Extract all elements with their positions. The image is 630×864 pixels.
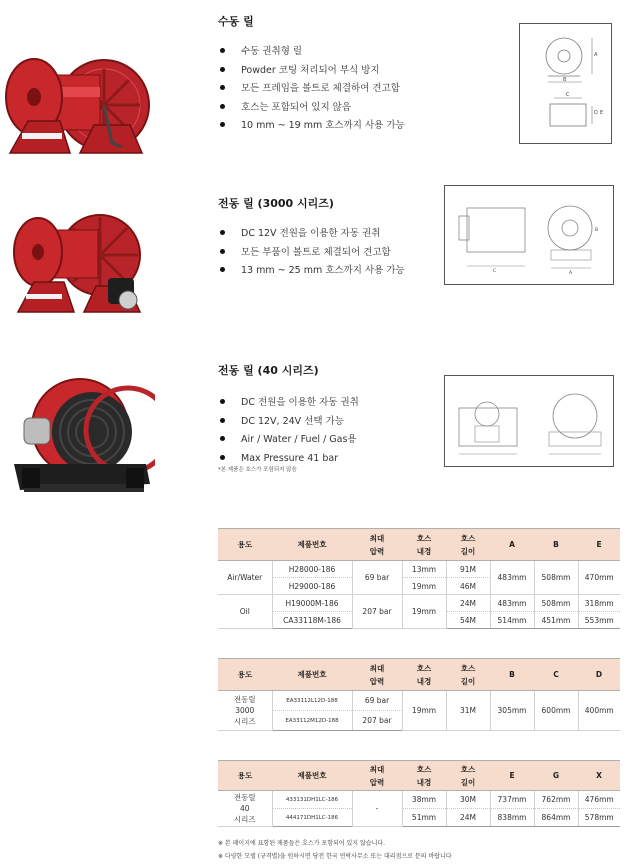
bullet-item: DC 12V 전원을 이용한 자동 권취 [220,225,405,244]
hose-id-cell: 13mm [402,561,446,578]
part-number-cell: EA33112L12D-188 [272,691,352,711]
hose-length-cell: 46M [446,578,490,595]
bullet-list-manual-reel [220,43,405,136]
dim-cell: 838mm [490,809,534,827]
part-number-cell: CA33118M-186 [272,612,352,629]
bullet-item: Powder 코팅 처리되어 부식 방지 [220,62,405,81]
part-number-cell: 433131DH1LC-186 [272,791,352,809]
dim-cell: 483mm [490,561,534,595]
svg-text:C: C [493,269,497,274]
use-cell: 전동릴 3000 시리즈 [218,691,272,731]
hose-length-cell: 91M [446,561,490,578]
header-cell: B [534,529,578,561]
footnote: ※ 본 페이지에 표함된 제품들은 호스가 포함되어 있지 않습니다. [218,840,386,847]
motor-reel-40-dimension-diagram [444,375,614,467]
part-number-cell: 444171DH1LC-186 [272,809,352,827]
header-cell: 호스 내경 [402,761,446,791]
bullet-item: 10 mm ~ 19 mm 호스까지 사용 가능 [220,117,405,136]
table-header-row [218,529,620,561]
table-row [218,791,620,809]
dim-cell: 553mm [578,612,620,629]
header-cell: 호스 내경 [402,659,446,691]
header-cell: X [578,761,620,791]
dim-cell: 600mm [534,691,578,731]
header-cell: C [534,659,578,691]
hose-length-cell: 54M [446,612,490,629]
header-cell: 호스 길이 [446,529,490,561]
dim-cell: 483mm [490,595,534,612]
table-row [218,809,620,827]
dim-cell: 514mm [490,612,534,629]
pressure-cell: 207 bar [352,595,402,629]
table-header-row [218,659,620,691]
hose-length-cell: 24M [446,809,490,827]
hose-id-cell: 19mm [402,578,446,595]
svg-text:A: A [594,52,598,58]
spec-table-motor-reel-3000 [218,658,620,731]
hose-id-cell: 19mm [402,691,446,731]
bullet-item: Max Pressure 41 bar [220,450,359,469]
motorized-reel-40-image [10,372,155,507]
svg-text:B: B [595,228,599,233]
hose-length-cell: 24M [446,595,490,612]
dim-cell: 578mm [578,809,620,827]
table-row [218,595,620,612]
bullet-item: DC 전원을 이용한 자동 권취 [220,394,359,413]
manual-reel-dimension-diagram [519,23,612,144]
dim-cell: 470mm [578,561,620,595]
footnote: ※ 다양한 모델 (규격별)을 원하시면 당전 한국 연락사무소 또는 대리점으로 문의 바랍니다 [218,853,452,860]
motorized-reel-3000-image [0,200,150,320]
svg-text:E: E [600,110,604,116]
table-row [218,561,620,578]
header-cell: 제품번호 [272,761,352,791]
hose-id-cell: 38mm [402,791,446,809]
header-cell: E [490,761,534,791]
header-cell: E [578,529,620,561]
part-number-cell: H28000-186 [272,561,352,578]
bullet-item: 모든 프레임을 볼트로 체결하여 견고함 [220,80,405,99]
header-cell: 최대 압력 [352,529,402,561]
svg-text:B: B [563,77,567,83]
bullet-item: DC 12V, 24V 선택 가능 [220,413,359,432]
bullet-list-motor-reel-3000 [220,225,405,281]
header-cell: B [490,659,534,691]
header-cell: 최대 압력 [352,761,402,791]
dim-cell: 476mm [578,791,620,809]
part-number-cell: EA33112M12D-188 [272,711,352,731]
header-cell: 최대 압력 [352,659,402,691]
svg-text:C: C [566,92,570,98]
header-cell: 제품번호 [272,529,352,561]
hose-not-included-note: *본 제품은 호스가 포함되지 않음 [218,467,297,473]
dim-cell: 737mm [490,791,534,809]
header-cell: G [534,761,578,791]
bullet-item: 13 mm ~ 25 mm 호스까지 사용 가능 [220,262,405,281]
part-number-cell: H19000M-186 [272,595,352,612]
hose-id-cell: 19mm [402,595,446,629]
bullet-item: Air / Water / Fuel / Gas용 [220,431,359,450]
bullet-item: 모든 부품이 볼트로 체결되어 견고함 [220,244,405,263]
section-title-motor-reel-40: 전동 릴 (40 시리즈) [218,364,319,377]
manual-reel-image [0,25,150,160]
part-number-cell: H29000-186 [272,578,352,595]
pressure-cell: - [352,791,402,827]
header-cell: D [578,659,620,691]
dim-cell: 305mm [490,691,534,731]
dim-cell: 400mm [578,691,620,731]
table-row [218,691,620,711]
pressure-cell: 69 bar [352,561,402,595]
motor-reel-3000-dimension-diagram [444,185,614,285]
dim-cell: 762mm [534,791,578,809]
dim-cell: 318mm [578,595,620,612]
hose-length-cell: 30M [446,791,490,809]
table-header-row [218,761,620,791]
header-cell: 호스 길이 [446,761,490,791]
header-cell: 용도 [218,529,272,561]
spec-table-manual-reel [218,528,620,629]
header-cell: 용도 [218,761,272,791]
use-cell: Oil [218,595,272,629]
hose-length-cell: 31M [446,691,490,731]
bullet-item: 호스는 포함되어 있지 않음 [220,99,405,118]
dim-cell: 864mm [534,809,578,827]
pressure-cell: 69 bar [352,691,402,711]
use-cell: Air/Water [218,561,272,595]
spec-table-motor-reel-40 [218,760,620,827]
header-cell: 호스 길이 [446,659,490,691]
svg-text:A: A [569,271,573,276]
hose-id-cell: 51mm [402,809,446,827]
dim-cell: 508mm [534,595,578,612]
header-cell: A [490,529,534,561]
section-title-manual-reel: 수동 릴 [218,15,254,28]
svg-text:D: D [594,110,598,116]
header-cell: 호스 내경 [402,529,446,561]
use-cell: 전동릴 40 시리즈 [218,791,272,827]
header-cell: 용도 [218,659,272,691]
dim-cell: 451mm [534,612,578,629]
bullet-item: 수동 권취형 릴 [220,43,405,62]
dim-cell: 508mm [534,561,578,595]
header-cell: 제품번호 [272,659,352,691]
bullet-list-motor-reel-40 [220,394,359,468]
section-title-motor-reel-3000: 전동 릴 (3000 시리즈) [218,197,334,210]
pressure-cell: 207 bar [352,711,402,731]
